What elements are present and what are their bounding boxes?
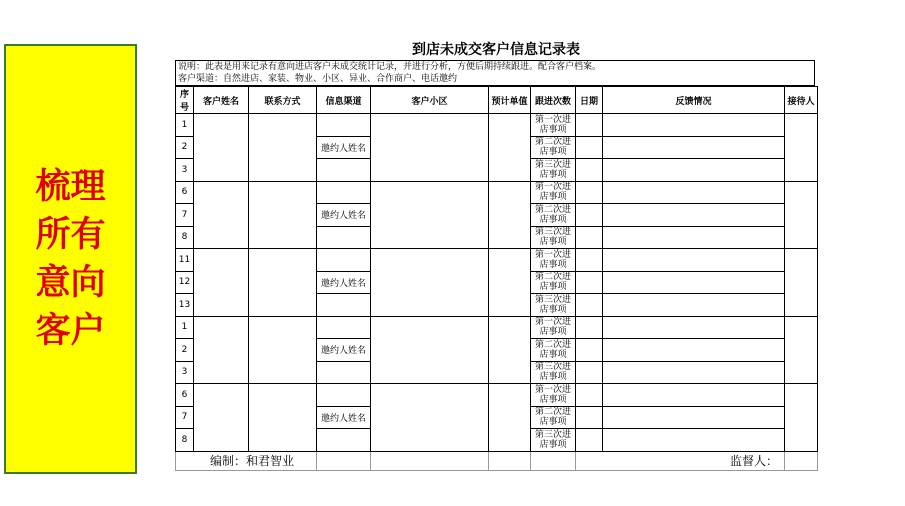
row-number: 11 xyxy=(176,249,194,272)
date-cell[interactable] xyxy=(576,159,603,182)
date-cell[interactable] xyxy=(576,294,603,317)
feedback-cell[interactable] xyxy=(603,339,785,362)
channel-cell-empty[interactable] xyxy=(317,114,371,137)
row-number: 8 xyxy=(176,226,194,249)
community-cell[interactable] xyxy=(371,316,489,384)
estimated-value-cell[interactable] xyxy=(489,114,531,182)
customer-name-cell[interactable] xyxy=(194,249,249,317)
channel-cell-empty[interactable] xyxy=(317,384,371,407)
customer-name-cell[interactable] xyxy=(194,316,249,384)
row-number: 1 xyxy=(176,316,194,339)
row-number: 1 xyxy=(176,114,194,137)
footer-row xyxy=(176,451,818,470)
date-cell[interactable] xyxy=(576,384,603,407)
visit-count-cell: 第二次进店事项 xyxy=(531,339,576,362)
channel-cell: 邀约人姓名 xyxy=(317,406,371,429)
estimated-value-cell[interactable] xyxy=(489,181,531,249)
column-header: 信息渠道 xyxy=(317,87,371,114)
contact-cell[interactable] xyxy=(249,316,317,384)
feedback-cell[interactable] xyxy=(603,136,785,159)
channel-cell-empty[interactable] xyxy=(317,249,371,272)
channel-cell-empty[interactable] xyxy=(317,226,371,249)
contact-cell[interactable] xyxy=(249,384,317,452)
visit-count-cell: 第二次进店事项 xyxy=(531,204,576,227)
feedback-cell[interactable] xyxy=(603,249,785,272)
supervisor-label: 监督人： xyxy=(576,451,785,470)
channel-cell-empty[interactable] xyxy=(317,181,371,204)
column-header: 反馈情况 xyxy=(603,87,785,114)
visit-count-cell: 第三次进店事项 xyxy=(531,226,576,249)
receptionist-cell[interactable] xyxy=(785,316,818,384)
row-number: 8 xyxy=(176,429,194,452)
channel-cell: 邀约人姓名 xyxy=(317,136,371,159)
date-cell[interactable] xyxy=(576,249,603,272)
feedback-cell[interactable] xyxy=(603,114,785,137)
contact-cell[interactable] xyxy=(249,114,317,182)
sheet-title: 到店未成交客户信息记录表 xyxy=(412,42,580,58)
visit-count-cell: 第二次进店事项 xyxy=(531,406,576,429)
feedback-cell[interactable] xyxy=(603,181,785,204)
estimated-value-cell[interactable] xyxy=(489,249,531,317)
row-number: 12 xyxy=(176,271,194,294)
footer-blank xyxy=(371,451,489,470)
visit-count-cell: 第三次进店事项 xyxy=(531,429,576,452)
date-cell[interactable] xyxy=(576,226,603,249)
table-row xyxy=(176,114,818,137)
channel-cell: 邀约人姓名 xyxy=(317,339,371,362)
sheet-notes xyxy=(175,60,815,86)
customer-name-cell[interactable] xyxy=(194,114,249,182)
date-cell[interactable] xyxy=(576,136,603,159)
column-header: 序号 xyxy=(176,87,194,114)
supervisor-value[interactable] xyxy=(785,451,818,470)
feedback-cell[interactable] xyxy=(603,384,785,407)
contact-cell[interactable] xyxy=(249,181,317,249)
footer-blank xyxy=(317,451,371,470)
visit-count-cell: 第三次进店事项 xyxy=(531,361,576,384)
date-cell[interactable] xyxy=(576,114,603,137)
visit-count-cell: 第二次进店事项 xyxy=(531,271,576,294)
community-cell[interactable] xyxy=(371,114,489,182)
row-number: 13 xyxy=(176,294,194,317)
column-header: 预计单值 xyxy=(489,87,531,114)
visit-count-cell: 第三次进店事项 xyxy=(531,294,576,317)
receptionist-cell[interactable] xyxy=(785,114,818,182)
record-sheet xyxy=(175,40,817,471)
date-cell[interactable] xyxy=(576,204,603,227)
date-cell[interactable] xyxy=(576,361,603,384)
feedback-cell[interactable] xyxy=(603,316,785,339)
visit-count-cell: 第三次进店事项 xyxy=(531,159,576,182)
date-cell[interactable] xyxy=(576,429,603,452)
feedback-cell[interactable] xyxy=(603,429,785,452)
column-header: 客户小区 xyxy=(371,87,489,114)
feedback-cell[interactable] xyxy=(603,406,785,429)
date-cell[interactable] xyxy=(576,406,603,429)
feedback-cell[interactable] xyxy=(603,361,785,384)
table-row xyxy=(176,181,818,204)
column-header: 联系方式 xyxy=(249,87,317,114)
date-cell[interactable] xyxy=(576,271,603,294)
contact-cell[interactable] xyxy=(249,249,317,317)
feedback-cell[interactable] xyxy=(603,271,785,294)
table-row xyxy=(176,249,818,272)
row-number: 6 xyxy=(176,181,194,204)
footer-blank xyxy=(489,451,531,470)
channel-cell-empty[interactable] xyxy=(317,294,371,317)
table-row xyxy=(176,384,818,407)
side-label-box xyxy=(4,44,137,474)
row-number: 3 xyxy=(176,361,194,384)
customer-name-cell[interactable] xyxy=(194,384,249,452)
feedback-cell[interactable] xyxy=(603,159,785,182)
visit-count-cell: 第二次进店事项 xyxy=(531,136,576,159)
row-number: 3 xyxy=(176,159,194,182)
row-number: 7 xyxy=(176,406,194,429)
date-cell[interactable] xyxy=(576,316,603,339)
row-number: 6 xyxy=(176,384,194,407)
visit-count-cell: 第一次进店事项 xyxy=(531,316,576,339)
channel-cell: 邀约人姓名 xyxy=(317,271,371,294)
visit-count-cell: 第一次进店事项 xyxy=(531,384,576,407)
column-header: 跟进次数 xyxy=(531,87,576,114)
community-cell[interactable] xyxy=(371,384,489,452)
channel-cell-empty[interactable] xyxy=(317,159,371,182)
channel-cell-empty[interactable] xyxy=(317,429,371,452)
table-row xyxy=(176,316,818,339)
channel-cell: 邀约人姓名 xyxy=(317,204,371,227)
estimated-value-cell[interactable] xyxy=(489,316,531,384)
receptionist-cell[interactable] xyxy=(785,181,818,249)
receptionist-cell[interactable] xyxy=(785,249,818,317)
record-table xyxy=(175,86,818,471)
note-line-1: 说明：此表是用来记录有意向进店客户未成交统计记录，并进行分析，方便后期持续跟进。配合客户档案。 xyxy=(178,62,602,72)
customer-name-cell[interactable] xyxy=(194,181,249,249)
feedback-cell[interactable] xyxy=(603,294,785,317)
column-header: 接待人 xyxy=(785,87,818,114)
community-cell[interactable] xyxy=(371,249,489,317)
date-cell[interactable] xyxy=(576,181,603,204)
row-number: 7 xyxy=(176,204,194,227)
visit-count-cell: 第一次进店事项 xyxy=(531,114,576,137)
receptionist-cell[interactable] xyxy=(785,384,818,452)
column-header: 日期 xyxy=(576,87,603,114)
footer-blank xyxy=(531,451,576,470)
feedback-cell[interactable] xyxy=(603,226,785,249)
table-body xyxy=(176,114,818,471)
community-cell[interactable] xyxy=(371,181,489,249)
compiled-by: 编制：和君智业 xyxy=(176,451,317,470)
channel-cell-empty[interactable] xyxy=(317,361,371,384)
column-header: 客户姓名 xyxy=(194,87,249,114)
header-row xyxy=(176,87,818,114)
date-cell[interactable] xyxy=(576,339,603,362)
estimated-value-cell[interactable] xyxy=(489,384,531,452)
note-line-2: 客户渠道：自然进店、家装、物业、小区、异业、合作商户、电话邀约 xyxy=(178,74,458,84)
visit-count-cell: 第一次进店事项 xyxy=(531,249,576,272)
row-number: 2 xyxy=(176,136,194,159)
visit-count-cell: 第一次进店事项 xyxy=(531,181,576,204)
row-number: 2 xyxy=(176,339,194,362)
side-label-text: 梳理所有意向客户 xyxy=(35,167,106,351)
channel-cell-empty[interactable] xyxy=(317,316,371,339)
feedback-cell[interactable] xyxy=(603,204,785,227)
